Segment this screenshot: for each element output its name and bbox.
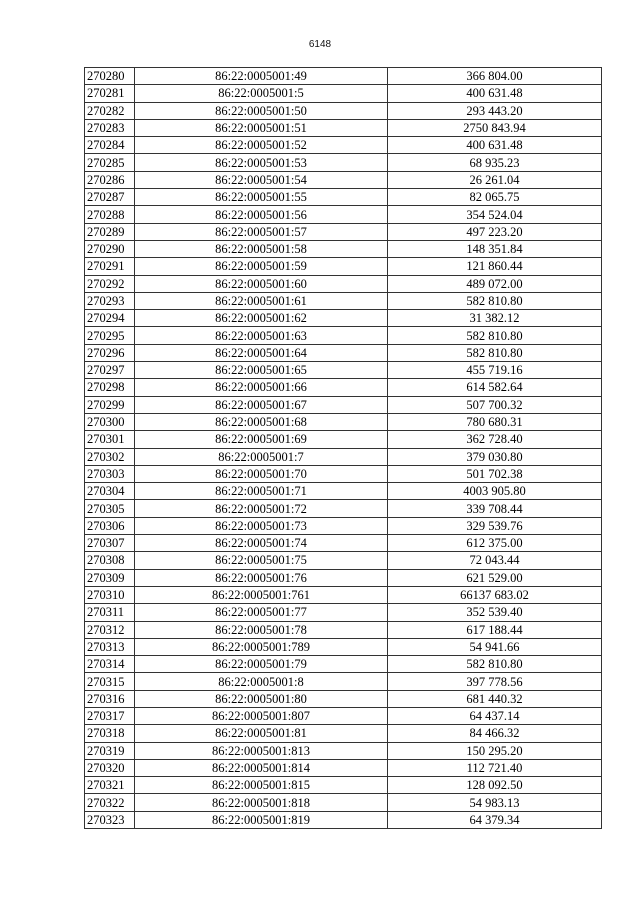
row-id-cell: 270299 (85, 396, 135, 413)
value-cell: 293 443.20 (388, 102, 602, 119)
row-id-cell: 270286 (85, 171, 135, 188)
row-id-cell: 270312 (85, 621, 135, 638)
row-id-cell: 270287 (85, 189, 135, 206)
value-cell: 397 778.56 (388, 673, 602, 690)
value-cell: 489 072.00 (388, 275, 602, 292)
table-row (85, 379, 602, 396)
row-id-cell: 270318 (85, 725, 135, 742)
page-number: 6148 (308, 39, 332, 50)
cadastral-number-cell: 86:22:0005001:75 (135, 552, 388, 569)
table-row (85, 656, 602, 673)
data-table (84, 67, 602, 829)
table-row (85, 690, 602, 707)
table-row (85, 586, 602, 603)
table-row (85, 68, 602, 85)
table-row (85, 396, 602, 413)
cadastral-number-cell: 86:22:0005001:76 (135, 569, 388, 586)
table-row (85, 119, 602, 136)
row-id-cell: 270296 (85, 344, 135, 361)
cadastral-number-cell: 86:22:0005001:79 (135, 656, 388, 673)
table-row (85, 604, 602, 621)
row-id-cell: 270311 (85, 604, 135, 621)
row-id-cell: 270320 (85, 759, 135, 776)
value-cell: 366 804.00 (388, 68, 602, 85)
table-row (85, 240, 602, 257)
cadastral-number-cell: 86:22:0005001:7 (135, 448, 388, 465)
value-cell: 617 188.44 (388, 621, 602, 638)
cadastral-number-cell: 86:22:0005001:70 (135, 465, 388, 482)
value-cell: 121 860.44 (388, 258, 602, 275)
value-cell: 64 437.14 (388, 707, 602, 724)
row-id-cell: 270280 (85, 68, 135, 85)
row-id-cell: 270319 (85, 742, 135, 759)
table-row (85, 777, 602, 794)
row-id-cell: 270291 (85, 258, 135, 275)
table-row (85, 171, 602, 188)
table-row (85, 673, 602, 690)
cadastral-number-cell: 86:22:0005001:59 (135, 258, 388, 275)
value-cell: 148 351.84 (388, 240, 602, 257)
value-cell: 379 030.80 (388, 448, 602, 465)
table-row (85, 465, 602, 482)
row-id-cell: 270283 (85, 119, 135, 136)
table-body (85, 68, 602, 829)
cadastral-number-cell: 86:22:0005001:63 (135, 327, 388, 344)
value-cell: 501 702.38 (388, 465, 602, 482)
table-row (85, 154, 602, 171)
value-cell: 4003 905.80 (388, 483, 602, 500)
cadastral-number-cell: 86:22:0005001:74 (135, 535, 388, 552)
cadastral-number-cell: 86:22:0005001:807 (135, 707, 388, 724)
cadastral-number-cell: 86:22:0005001:819 (135, 811, 388, 828)
value-cell: 150 295.20 (388, 742, 602, 759)
table-row (85, 85, 602, 102)
value-cell: 681 440.32 (388, 690, 602, 707)
row-id-cell: 270323 (85, 811, 135, 828)
cadastral-number-cell: 86:22:0005001:67 (135, 396, 388, 413)
value-cell: 614 582.64 (388, 379, 602, 396)
cadastral-number-cell: 86:22:0005001:818 (135, 794, 388, 811)
row-id-cell: 270293 (85, 292, 135, 309)
cadastral-number-cell: 86:22:0005001:50 (135, 102, 388, 119)
cadastral-number-cell: 86:22:0005001:61 (135, 292, 388, 309)
cadastral-number-cell: 86:22:0005001:761 (135, 586, 388, 603)
value-cell: 621 529.00 (388, 569, 602, 586)
cadastral-number-cell: 86:22:0005001:68 (135, 413, 388, 430)
value-cell: 507 700.32 (388, 396, 602, 413)
row-id-cell: 270290 (85, 240, 135, 257)
row-id-cell: 270284 (85, 137, 135, 154)
cadastral-number-cell: 86:22:0005001:72 (135, 500, 388, 517)
cadastral-number-cell: 86:22:0005001:71 (135, 483, 388, 500)
row-id-cell: 270315 (85, 673, 135, 690)
row-id-cell: 270300 (85, 413, 135, 430)
table-row (85, 707, 602, 724)
table-row (85, 535, 602, 552)
row-id-cell: 270314 (85, 656, 135, 673)
cadastral-number-cell: 86:22:0005001:65 (135, 362, 388, 379)
value-cell: 54 983.13 (388, 794, 602, 811)
value-cell: 582 810.80 (388, 327, 602, 344)
row-id-cell: 270303 (85, 465, 135, 482)
cadastral-number-cell: 86:22:0005001:69 (135, 431, 388, 448)
table-row (85, 362, 602, 379)
value-cell: 497 223.20 (388, 223, 602, 240)
cadastral-number-cell: 86:22:0005001:789 (135, 638, 388, 655)
cadastral-number-cell: 86:22:0005001:54 (135, 171, 388, 188)
cadastral-number-cell: 86:22:0005001:52 (135, 137, 388, 154)
row-id-cell: 270285 (85, 154, 135, 171)
row-id-cell: 270309 (85, 569, 135, 586)
cadastral-number-cell: 86:22:0005001:80 (135, 690, 388, 707)
table-row (85, 137, 602, 154)
table-row (85, 448, 602, 465)
row-id-cell: 270305 (85, 500, 135, 517)
table-row (85, 258, 602, 275)
value-cell: 339 708.44 (388, 500, 602, 517)
table-row (85, 327, 602, 344)
row-id-cell: 270310 (85, 586, 135, 603)
value-cell: 68 935.23 (388, 154, 602, 171)
value-cell: 128 092.50 (388, 777, 602, 794)
row-id-cell: 270317 (85, 707, 135, 724)
cadastral-number-cell: 86:22:0005001:66 (135, 379, 388, 396)
value-cell: 455 719.16 (388, 362, 602, 379)
cadastral-number-cell: 86:22:0005001:78 (135, 621, 388, 638)
value-cell: 582 810.80 (388, 344, 602, 361)
table-row (85, 102, 602, 119)
cadastral-number-cell: 86:22:0005001:81 (135, 725, 388, 742)
row-id-cell: 270281 (85, 85, 135, 102)
table-row (85, 310, 602, 327)
row-id-cell: 270321 (85, 777, 135, 794)
table-row (85, 794, 602, 811)
row-id-cell: 270298 (85, 379, 135, 396)
cadastral-number-cell: 86:22:0005001:77 (135, 604, 388, 621)
row-id-cell: 270308 (85, 552, 135, 569)
cadastral-number-cell: 86:22:0005001:53 (135, 154, 388, 171)
cadastral-number-cell: 86:22:0005001:51 (135, 119, 388, 136)
table-row (85, 344, 602, 361)
table-row (85, 413, 602, 430)
value-cell: 582 810.80 (388, 656, 602, 673)
cadastral-number-cell: 86:22:0005001:55 (135, 189, 388, 206)
cadastral-number-cell: 86:22:0005001:64 (135, 344, 388, 361)
cadastral-number-cell: 86:22:0005001:814 (135, 759, 388, 776)
row-id-cell: 270288 (85, 206, 135, 223)
table-row (85, 759, 602, 776)
row-id-cell: 270304 (85, 483, 135, 500)
table-row (85, 621, 602, 638)
cadastral-number-cell: 86:22:0005001:56 (135, 206, 388, 223)
table-row (85, 638, 602, 655)
row-id-cell: 270295 (85, 327, 135, 344)
table-row (85, 292, 602, 309)
table-row (85, 431, 602, 448)
row-id-cell: 270316 (85, 690, 135, 707)
table-row (85, 811, 602, 828)
cadastral-number-cell: 86:22:0005001:57 (135, 223, 388, 240)
value-cell: 780 680.31 (388, 413, 602, 430)
value-cell: 112 721.40 (388, 759, 602, 776)
row-id-cell: 270282 (85, 102, 135, 119)
table-row (85, 275, 602, 292)
value-cell: 329 539.76 (388, 517, 602, 534)
row-id-cell: 270292 (85, 275, 135, 292)
value-cell: 26 261.04 (388, 171, 602, 188)
row-id-cell: 270306 (85, 517, 135, 534)
cadastral-number-cell: 86:22:0005001:5 (135, 85, 388, 102)
row-id-cell: 270302 (85, 448, 135, 465)
table-row (85, 742, 602, 759)
row-id-cell: 270322 (85, 794, 135, 811)
cadastral-number-cell: 86:22:0005001:815 (135, 777, 388, 794)
cadastral-number-cell: 86:22:0005001:62 (135, 310, 388, 327)
row-id-cell: 270289 (85, 223, 135, 240)
value-cell: 64 379.34 (388, 811, 602, 828)
cadastral-number-cell: 86:22:0005001:60 (135, 275, 388, 292)
cadastral-number-cell: 86:22:0005001:813 (135, 742, 388, 759)
value-cell: 400 631.48 (388, 137, 602, 154)
cadastral-number-cell: 86:22:0005001:8 (135, 673, 388, 690)
table-row (85, 189, 602, 206)
table-row (85, 483, 602, 500)
value-cell: 82 065.75 (388, 189, 602, 206)
table-row (85, 569, 602, 586)
value-cell: 582 810.80 (388, 292, 602, 309)
value-cell: 84 466.32 (388, 725, 602, 742)
value-cell: 612 375.00 (388, 535, 602, 552)
value-cell: 352 539.40 (388, 604, 602, 621)
value-cell: 362 728.40 (388, 431, 602, 448)
table-row (85, 725, 602, 742)
value-cell: 400 631.48 (388, 85, 602, 102)
value-cell: 2750 843.94 (388, 119, 602, 136)
row-id-cell: 270294 (85, 310, 135, 327)
row-id-cell: 270307 (85, 535, 135, 552)
table-row (85, 206, 602, 223)
value-cell: 66137 683.02 (388, 586, 602, 603)
cadastral-number-cell: 86:22:0005001:49 (135, 68, 388, 85)
row-id-cell: 270297 (85, 362, 135, 379)
table-row (85, 500, 602, 517)
value-cell: 54 941.66 (388, 638, 602, 655)
cadastral-number-cell: 86:22:0005001:73 (135, 517, 388, 534)
cadastral-number-cell: 86:22:0005001:58 (135, 240, 388, 257)
table-row (85, 517, 602, 534)
table-row (85, 552, 602, 569)
row-id-cell: 270313 (85, 638, 135, 655)
table-row (85, 223, 602, 240)
value-cell: 354 524.04 (388, 206, 602, 223)
value-cell: 31 382.12 (388, 310, 602, 327)
row-id-cell: 270301 (85, 431, 135, 448)
value-cell: 72 043.44 (388, 552, 602, 569)
